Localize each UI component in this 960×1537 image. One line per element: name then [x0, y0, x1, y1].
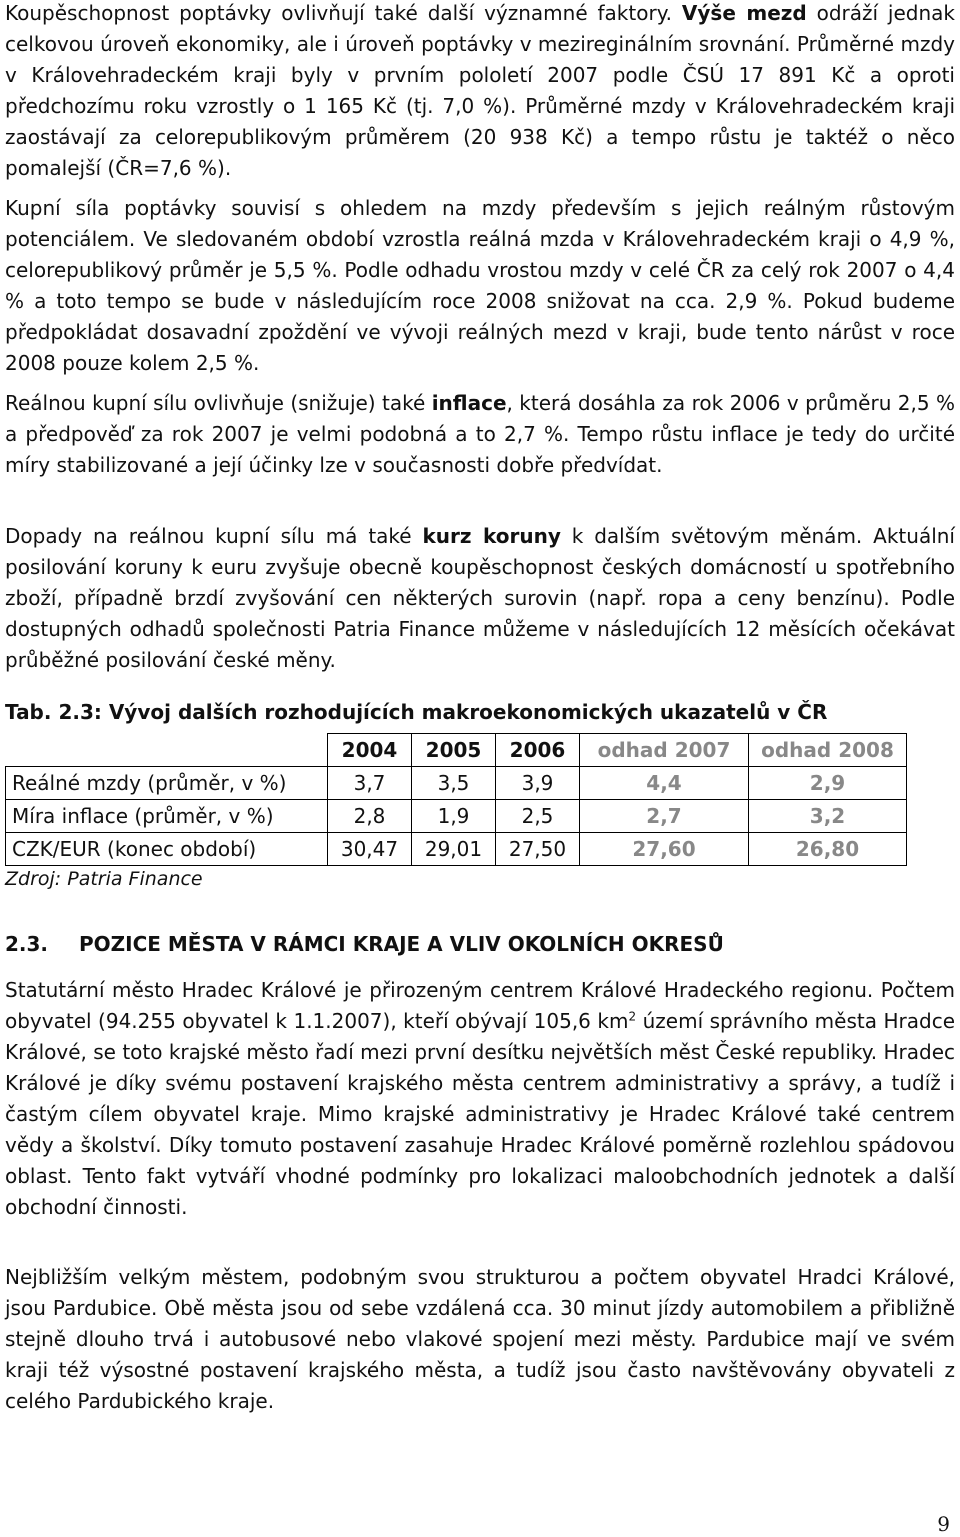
table-cell-estimate: 26,80	[749, 833, 907, 866]
paragraph-purchasing-power: Kupní síla poptávky souvisí s ohledem na mzdy především s jejich reálným růstovým potenciálem. Ve sledovaném období vzrostla reálná mzda v Královehradeckém kraji o 4,9 %, celorepublikový průměr je 5,5 %. Podle odhadu vrostou mzdy v celé ČR za celý rok 2007 o 4,4 % a toto tempo se bude v následujícím roce 2008 snižovat na cca. 2,9 %. Pokud budeme předpokládat dosavadní zpoždění ve vývoji reálných mezd v kraji, bude tento nárůst v roce 2008 pouze kolem 2,5 %.	[5, 196, 955, 375]
header-estimate-2008: odhad 2008	[749, 734, 907, 767]
text-run: Statutární město Hradec Králové je přirozeným centrem Králové Hradeckého regionu. Počtem obyvatel (94.255 obyvatel k 1.1.2007), kteří obývají 105,6 km	[5, 978, 955, 1033]
table-cell-estimate: 2,9	[749, 767, 907, 800]
text-run: k dalším světovým měnám. Aktuální posilování koruny k euru zvyšuje obecně koupěschopnost českých domácností u spotřebního zboží, případně brzdí zvyšování cen některých surovin (např. ropa a ceny benzínu). Podle dostupných odhadů společnosti Patria Finance můžeme v následujících 12 měsících očekávat průběžné posilování české měny.	[5, 524, 955, 672]
bold-term-inflation: inflace	[431, 391, 507, 415]
macro-indicators-table	[5, 733, 907, 866]
section-title: POZICE MĚSTA V RÁMCI KRAJE A VLIV OKOLNÍCH OKRESŮ	[79, 932, 724, 956]
paragraph-pardubice: Nejbližším velkým městem, podobným svou strukturou a počtem obyvatel Hradci Králové, jsou Pardubice. Obě města jsou od sebe vzdálená cca. 30 minut jízdy automobilem a přibližně stejně dlouho trvá i autobusové nebo vlakové spojení mezi městy. Pardubice mají ve svém kraji též výsostné postavení krajského města, a tudíž jsou často navštěvovány obyvateli z celého Pardubického kraje.	[5, 1265, 955, 1413]
text-run: Koupěschopnost poptávky ovlivňují také další významné faktory.	[5, 1, 682, 25]
bold-term-exchange-rate: kurz koruny	[422, 524, 561, 548]
table-cell: 29,01	[412, 833, 496, 866]
superscript-2: 2	[628, 1009, 637, 1024]
header-2004: 2004	[328, 734, 412, 767]
section-number: 2.3.	[5, 932, 49, 956]
table-row	[6, 800, 907, 833]
table-row	[6, 833, 907, 866]
table-row	[6, 767, 907, 800]
table-cell: 30,47	[328, 833, 412, 866]
table-corner-cell	[6, 734, 328, 767]
table-cell-estimate: 4,4	[580, 767, 749, 800]
table-cell: 3,5	[412, 767, 496, 800]
text-run: území správního města Hradce Králové, se toto krajské město řadí mezi první desítku největších měst České republiky. Hradec Králové je díky svému postavení krajského města centrem administrativy a správy, a tudíž i častým cílem obyvatel kraje. Mimo krajské administrativy je Hradec Králové také centrem vědy a školství. Díky tomuto postavení zasahuje Hradec Králové poměrně rozlehlou spádovou oblast. Tento fakt vytváří vhodné podmínky pro lokalizaci maloobchodních jednotek a další obchodní činnosti.	[5, 1009, 955, 1219]
paragraph-wages	[5, 0, 955, 184]
table-source-note: Zdroj: Patria Finance	[5, 868, 203, 890]
table-cell: 3,9	[496, 767, 580, 800]
table-cell: 27,50	[496, 833, 580, 866]
table-header-row	[6, 734, 907, 767]
text-run: odráží jednak celkovou úroveň ekonomiky, ale i úroveň poptávky v mezireginálním srovnání. Průměrné mzdy v Královehradeckém kraji byly v prvním pololetí 2007 podle ČSÚ 17 891 Kč a oproti předchozímu roku vzrostly o 1 165 Kč (tj. 7,0 %). Průměrné mzdy v Královehradeckém kraji zaostávají za celorepublikovým průměrem (20 938 Kč) a tempo růstu je taktéž o něco pomalejší (ČR=7,6 %).	[5, 1, 956, 180]
paragraph-exchange-rate	[5, 521, 955, 676]
table-cell-estimate: 2,7	[580, 800, 749, 833]
section-heading	[5, 932, 955, 956]
header-2006: 2006	[496, 734, 580, 767]
row-label: CZK/EUR (konec období)	[6, 833, 328, 866]
text-run: Dopady na reálnou kupní sílu má také	[5, 524, 423, 548]
table-cell-estimate: 3,2	[749, 800, 907, 833]
table-caption: Tab. 2.3: Vývoj dalších rozhodujících makroekonomických ukazatelů v ČR	[5, 700, 828, 724]
bold-term-wages: Výše mezd	[681, 1, 807, 25]
header-estimate-2007: odhad 2007	[580, 734, 749, 767]
row-label: Míra inflace (průměr, v %)	[6, 800, 328, 833]
paragraph-city-position	[5, 975, 955, 1223]
text-run: , která dosáhla za rok 2006 v průměru 2,5 % a předpověď za rok 2007 je velmi podobná a to 2,7 %. Tempo růstu inflace je tedy do určité míry stabilizované a její účinky lze v současnosti dobře předvídat.	[5, 391, 955, 477]
table-cell-estimate: 27,60	[580, 833, 749, 866]
table-cell: 2,5	[496, 800, 580, 833]
header-2005: 2005	[412, 734, 496, 767]
table-cell: 3,7	[328, 767, 412, 800]
text-run: Reálnou kupní sílu ovlivňuje (snižuje) také	[5, 391, 432, 415]
row-label: Reálné mzdy (průměr, v %)	[6, 767, 328, 800]
table-cell: 2,8	[328, 800, 412, 833]
page-number: 9	[937, 1512, 950, 1536]
table-cell: 1,9	[412, 800, 496, 833]
paragraph-inflation	[5, 388, 955, 481]
